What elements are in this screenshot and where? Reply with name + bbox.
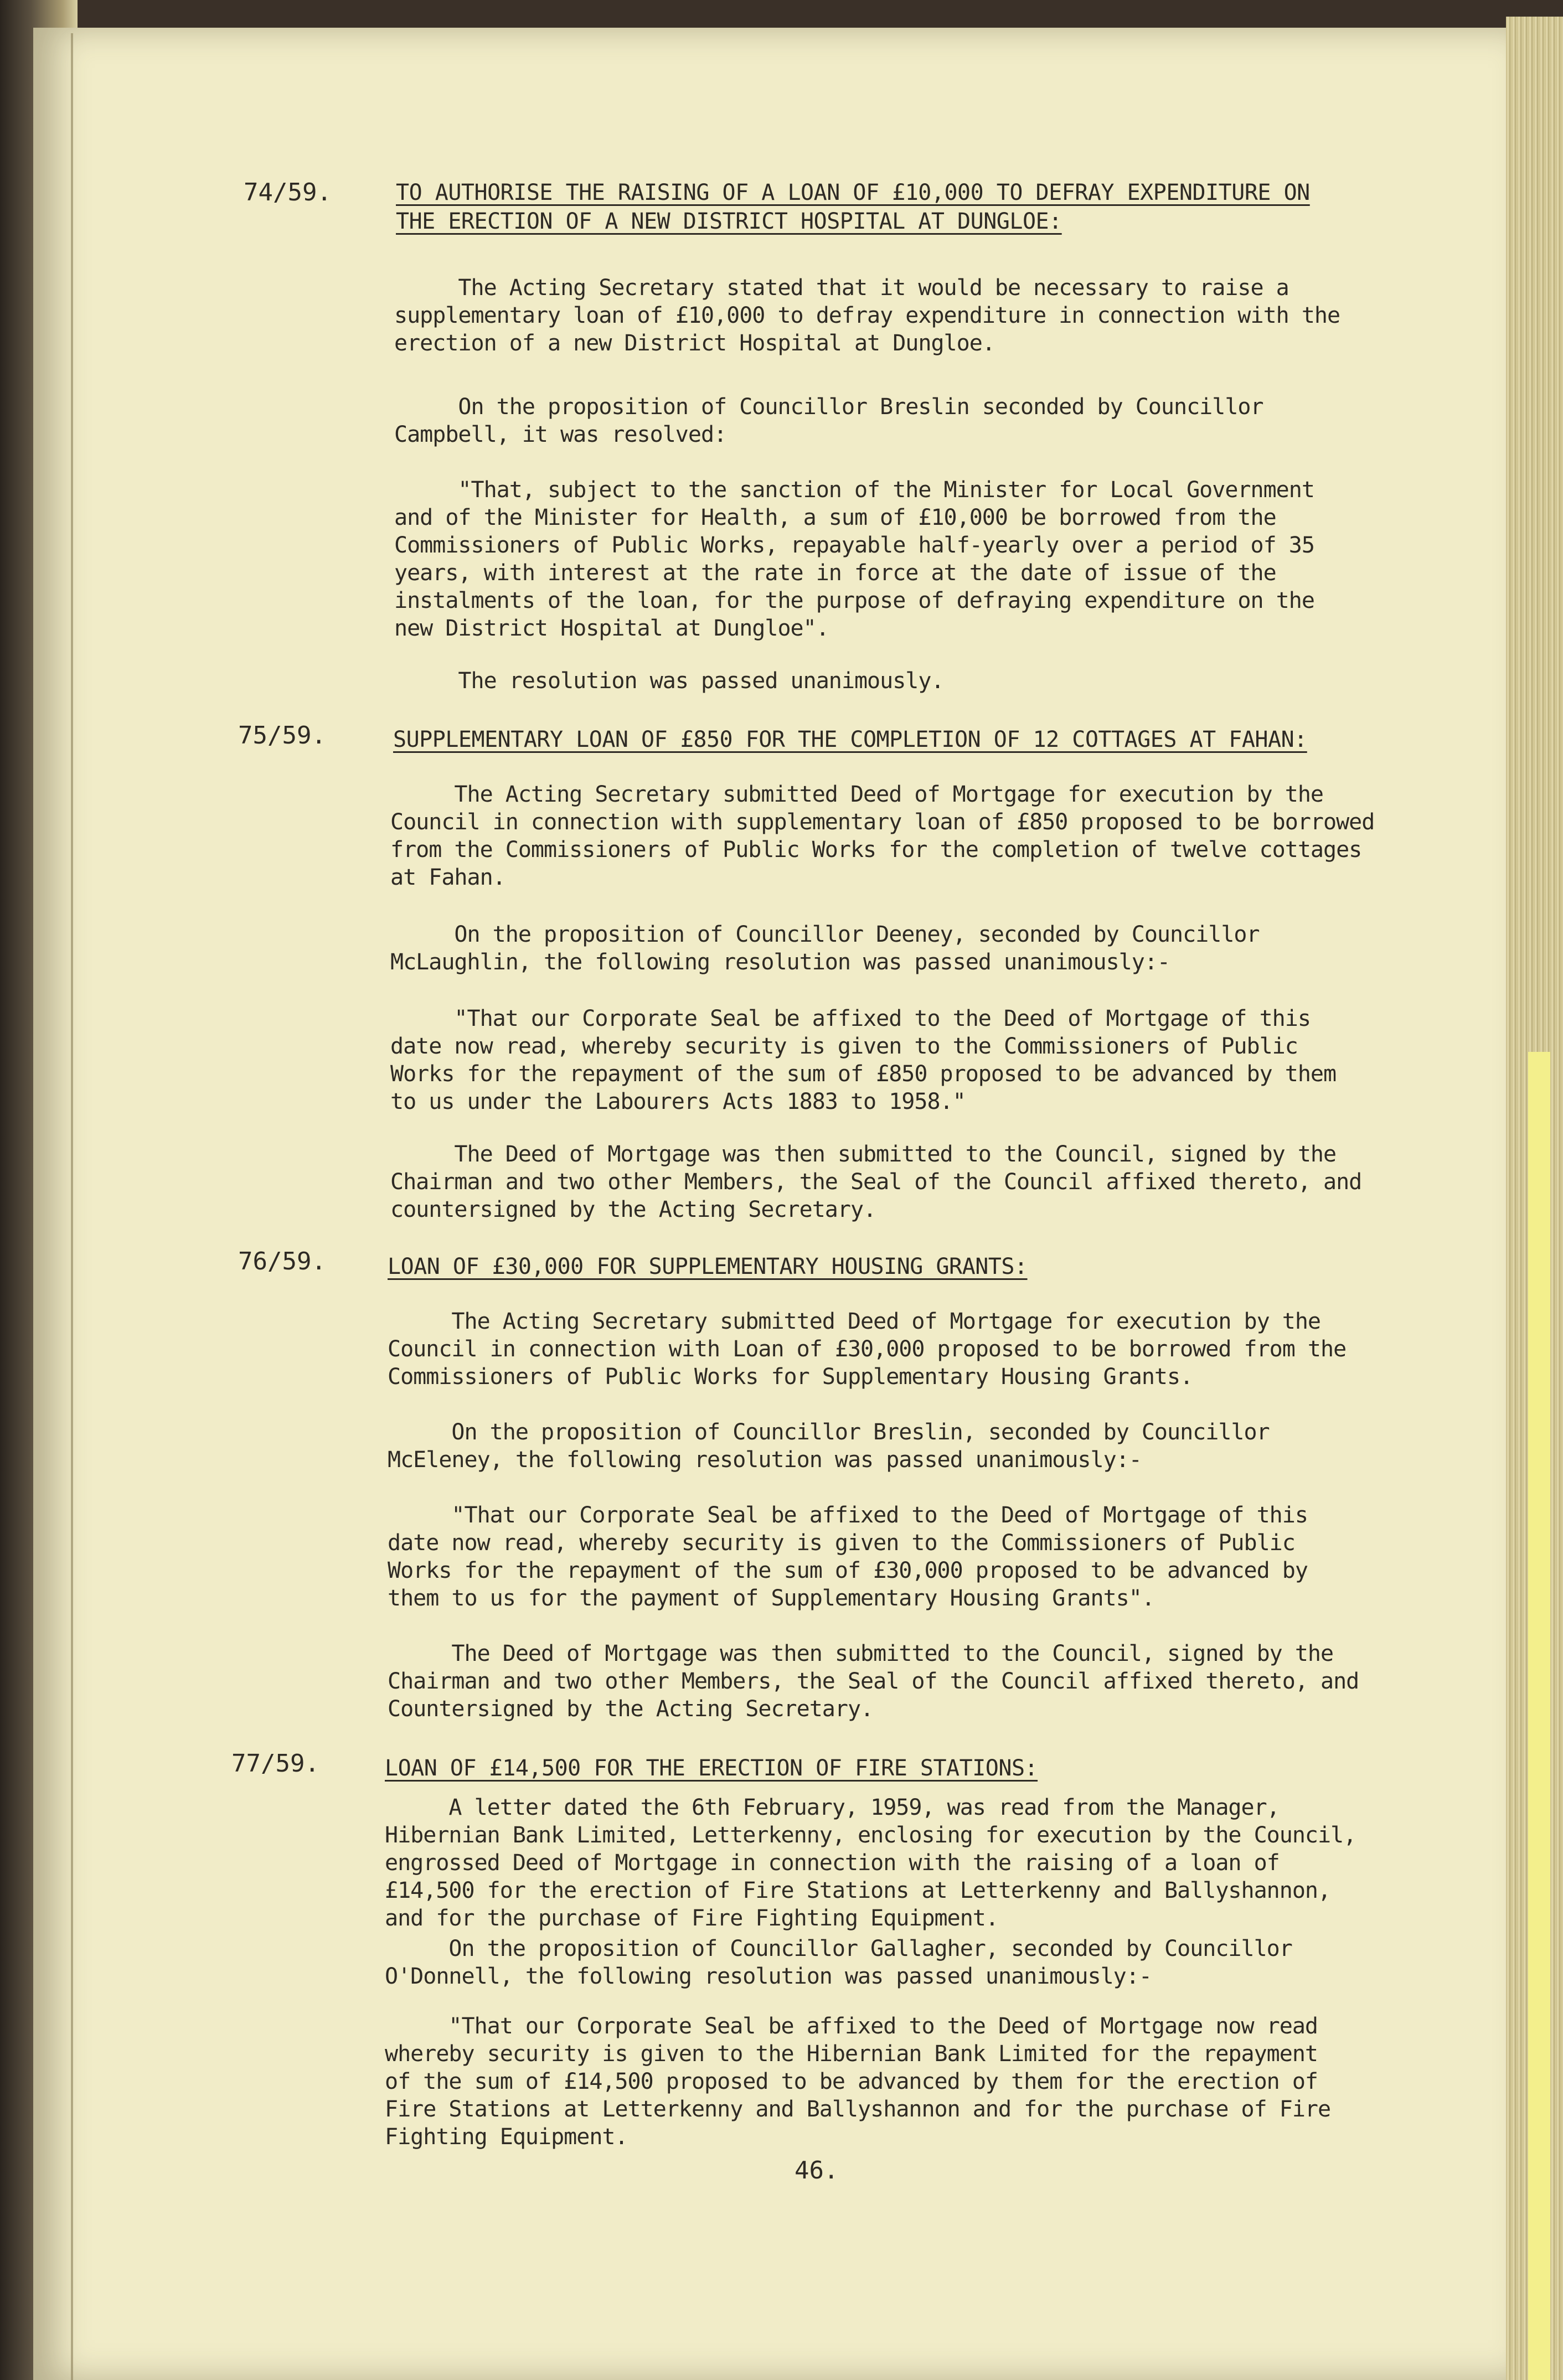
minute-number: 74/59. [244,178,332,206]
minute-paragraph: A letter dated the 6th February, 1959, was read from the Manager, Hibernian Bank Limited, Letterkenny, enclosing for execution by the Council, engrossed Deed of Mortgage in connection with the raising of a loan of £14,500 for the erection of Fire Stations at Letterkenny and Ballyshannon, and for the purchase of Fire Fighting Equipment. [385,1795,1356,1931]
minute-paragraph: On the proposition of Councillor Breslin, seconded by Councillor McEleney, the following resolution was passed unanimously:- [388,1419,1270,1473]
minute-paragraph: The resolution was passed unanimously. [394,668,944,694]
yellow-tab [1528,1052,1550,2380]
minute-number: 76/59. [238,1247,326,1276]
minute-heading: TO AUTHORISE THE RAISING OF A LOAN OF £10,000 TO DEFRAY EXPENDITURE ON THE ERECTION OF A NEW DISTRICT HOSPITAL AT DUNGLOE: [396,180,1310,234]
minute-paragraph: "That our Corporate Seal be affixed to the Deed of Mortgage now read whereby security is given to the Hibernian Bank Limited for the repayment of the sum of £14,500 proposed to be advanced by them for the erection of Fire Stations at Letterkenny and Ballyshannon and for the purchase of Fire Fighting Equipment. [385,2014,1331,2150]
gutter-line [71,33,73,2380]
page-number: 46. [795,2156,839,2185]
minute-paragraph: "That our Corporate Seal be affixed to the Deed of Mortgage of this date now read, whereby security is given to the Commissioners of Public Works for the repayment of the sum of £850 proposed to be advanced by them to us under the Labourers Acts 1883 to 1958." [390,1006,1337,1114]
minute-paragraph: The Acting Secretary stated that it would be necessary to raise a supplementary loan of £10,000 to defray expenditure in connection with the erection of a new District Hospital at Dungloe. [394,275,1340,356]
minute-paragraph: The Deed of Mortgage was then submitted to the Council, signed by the Chairman and two other Members, the Seal of the Council affixed thereto, and Countersigned by the Acting Secretary. [388,1641,1359,1722]
minute-paragraph: "That, subject to the sanction of the Minister for Local Government and of the Minister for Health, a sum of £10,000 be borrowed from the Commissioners of Public Works, repayable half-yearly over a period of 35 years, with interest at the rate in force at the date of issue of the instalments of the loan, for the purpose of defraying expenditure on the new District Hospital at Dungloe". [394,477,1314,641]
minute-paragraph: On the proposition of Councillor Deeney, seconded by Councillor McLaughlin, the following resolution was passed unanimously:- [390,922,1260,975]
minute-paragraph: The Acting Secretary submitted Deed of Mortgage for execution by the Council in connection with supplementary loan of £850 proposed to be borrowed from the Commissioners of Public Works for the completion of twelve cottages at Fahan. [390,782,1375,890]
minute-heading: LOAN OF £14,500 FOR THE ERECTION OF FIRE STATIONS: [385,1756,1038,1781]
minute-paragraph: "That our Corporate Seal be affixed to the Deed of Mortgage of this date now read, whereby security is given to the Commissioners of Public Works for the repayment of the sum of £30,000 proposed to be advanced by them to us for the payment of Supplementary Housing Grants". [388,1503,1308,1611]
minute-paragraph: The Deed of Mortgage was then submitted to the Council, signed by the Chairman and two other Members, the Seal of the Council affixed thereto, and countersigned by the Acting Secretary. [390,1142,1362,1222]
minute-heading: LOAN OF £30,000 FOR SUPPLEMENTARY HOUSING GRANTS: [388,1254,1028,1279]
minute-heading: SUPPLEMENTARY LOAN OF £850 FOR THE COMPLETION OF 12 COTTAGES AT FAHAN: [393,727,1307,752]
minute-paragraph: The Acting Secretary submitted Deed of Mortgage for execution by the Council in connection with Loan of £30,000 proposed to be borrowed from the Commissioners of Public Works for Supplementary Housing Grants. [388,1309,1347,1390]
minute-paragraph: On the proposition of Councillor Gallagher, seconded by Councillor O'Donnell, the following resolution was passed unanimously:- [385,1936,1292,1989]
minute-number: 77/59. [231,1749,319,1778]
minute-number: 75/59. [238,721,326,750]
minute-paragraph: On the proposition of Councillor Breslin seconded by Councillor Campbell, it was resolved: [394,394,1263,447]
